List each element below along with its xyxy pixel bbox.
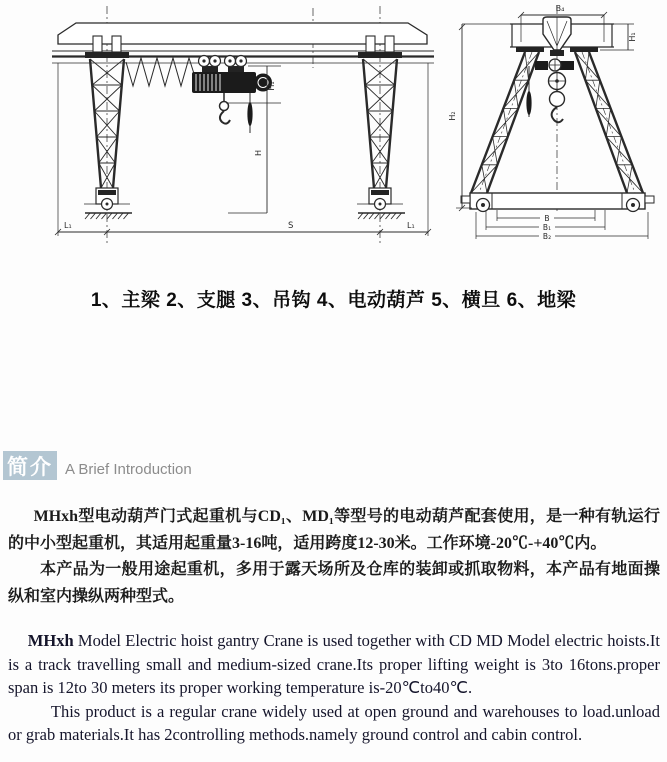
festoon-cable <box>126 58 201 86</box>
dim-label-h1-front: H₁ <box>267 81 276 91</box>
pendant-control <box>247 102 252 126</box>
en-paragraph-1-body: Model Electric hoist gantry Crane is used together with CD MD Model electric hoists.It is a track travelling small and medium-sized crane.Its proper lifting weight is 3to 16tons.proper span is 12to 30 meters its proper working temperature is-20℃to40℃. <box>8 631 660 697</box>
dim-label-b4: B₄ <box>555 4 565 13</box>
parts-caption: 1、主梁 2、支腿 3、吊钩 4、电动葫芦 5、横旦 6、地梁 <box>90 290 577 311</box>
en-paragraph-1 <box>8 629 660 700</box>
bottom-beam <box>461 193 654 212</box>
dim-label-l1-right: L₁ <box>407 221 415 230</box>
dim-label-l1-left: L₁ <box>64 221 72 230</box>
gantry-crane-diagram <box>0 0 667 270</box>
cn-paragraph-2: 本产品为一般用途起重机，多用于露天场所及仓库的装卸或抓取物料，本产品有地面操纵和室内操纵两种型式。 <box>8 561 660 605</box>
en-paragraph-2: This product is a regular crane widely used at open ground and warehouses to load.unload or grab materials.It has 2controlling methods.namely ground control and cabin control. <box>8 701 660 744</box>
intro-heading: A Brief Introduction <box>65 461 192 478</box>
dim-label-b1: B₁ <box>542 223 552 232</box>
front-view-diagram <box>52 6 434 244</box>
english-description <box>8 629 660 747</box>
en-paragraph-1-lead: MHxh <box>27 631 74 650</box>
left-support-leg <box>84 36 132 219</box>
intro-badge: 简介 <box>3 451 57 480</box>
dim-label-b2: B₂ <box>542 232 552 241</box>
apex-trolley <box>543 17 571 56</box>
hook-icon <box>220 111 230 124</box>
right-support-leg <box>357 36 405 219</box>
electric-hoist <box>192 56 272 134</box>
dim-label-b: B <box>544 214 550 223</box>
cn-paragraph-1: MHxh型电动葫芦门式起重机与CD₁、MD₁等型号的电动葫芦配套使用，是一种有轨运行的中小型起重机，其适用起重量3-16吨，适用跨度12-30米。工作环境-20℃-+40℃内。 <box>8 508 660 552</box>
dim-label-h2: H₂ <box>448 111 457 121</box>
side-right-leg <box>575 52 643 193</box>
crane-drawings <box>0 0 667 275</box>
dim-label-s: S <box>288 221 294 231</box>
chinese-description <box>8 504 660 610</box>
side-view-diagram <box>448 4 654 241</box>
dim-label-h1-side: H₁ <box>628 32 637 42</box>
pendant-control <box>526 91 531 115</box>
dim-label-h: H <box>254 149 263 157</box>
intro-section-header <box>3 450 192 480</box>
